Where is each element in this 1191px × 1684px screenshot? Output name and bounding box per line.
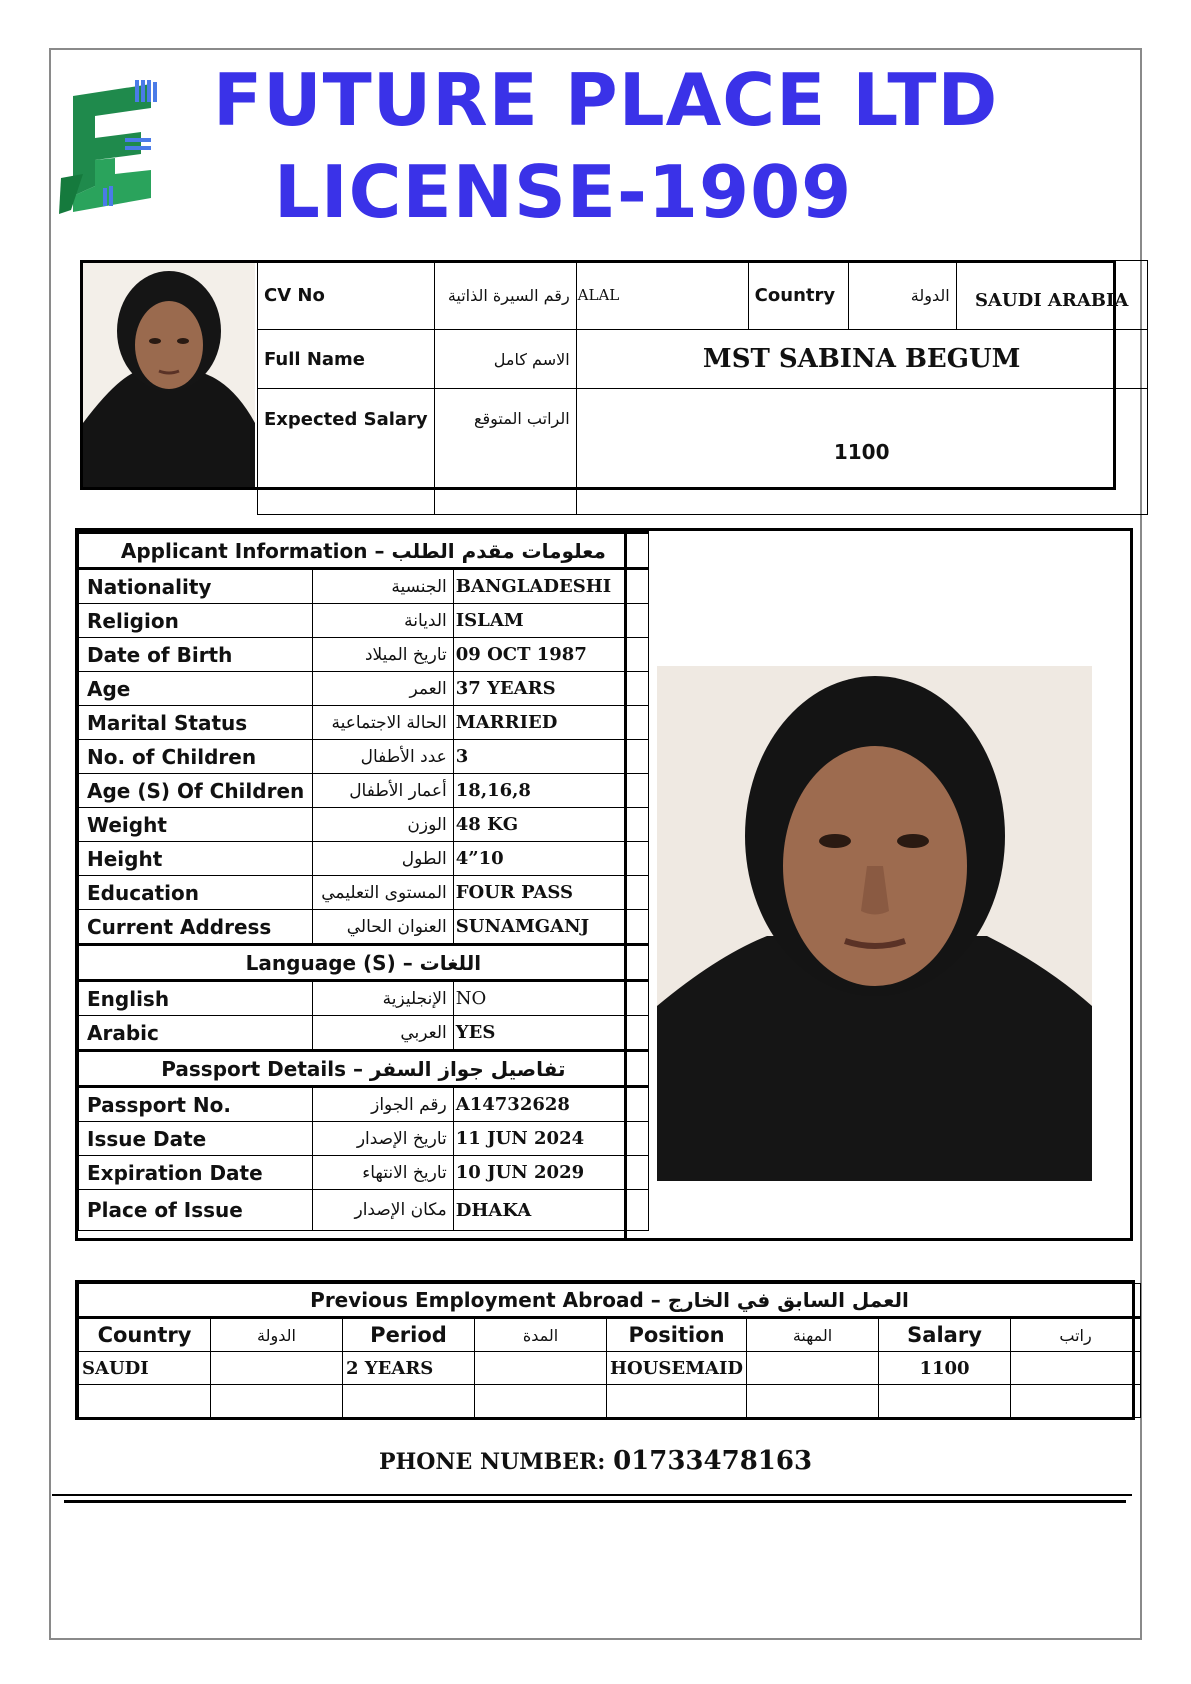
row-label: Arabic bbox=[79, 1016, 313, 1051]
row-label: Expiration Date bbox=[79, 1156, 313, 1190]
col-position-ar: المهنة bbox=[747, 1318, 879, 1352]
row-label: Nationality bbox=[79, 569, 313, 604]
row-label-ar: العمر bbox=[313, 672, 454, 706]
row-label-ar: العنوان الحالي bbox=[313, 910, 454, 945]
row-label: Age bbox=[79, 672, 313, 706]
table-row bbox=[79, 569, 649, 604]
table-row bbox=[79, 1156, 649, 1190]
table-row bbox=[79, 842, 649, 876]
emp-country: SAUDI bbox=[79, 1352, 211, 1385]
country-label-ar: الدولة bbox=[848, 261, 956, 330]
languages-title: Language (S) – اللغات bbox=[79, 945, 649, 981]
col-position: Position bbox=[607, 1318, 747, 1352]
table-row bbox=[79, 1352, 1141, 1385]
portrait-photo-large bbox=[657, 666, 1092, 1181]
header-table bbox=[257, 260, 1148, 515]
table-row bbox=[79, 981, 649, 1016]
emp-position: HOUSEMAID bbox=[607, 1352, 747, 1385]
row-label-ar: رقم الجواز bbox=[313, 1087, 454, 1122]
row-value: FOUR PASS bbox=[453, 876, 648, 910]
phone-label: PHONE NUMBER: bbox=[378, 1449, 606, 1475]
row-label: Age (S) Of Children bbox=[79, 774, 313, 808]
table-row bbox=[79, 774, 649, 808]
table-row bbox=[79, 1087, 649, 1122]
row-label-ar: عدد الأطفال bbox=[313, 740, 454, 774]
row-value: 48 KG bbox=[453, 808, 648, 842]
table-row bbox=[79, 1016, 649, 1051]
employment-table bbox=[78, 1283, 1141, 1418]
col-period-ar: المدة bbox=[475, 1318, 607, 1352]
col-country: Country bbox=[79, 1318, 211, 1352]
row-label-ar: الطول bbox=[313, 842, 454, 876]
cv-no-label: CV No bbox=[258, 261, 435, 330]
row-label-ar: تاريخ الانتهاء bbox=[313, 1156, 454, 1190]
portrait-photo-small bbox=[83, 263, 255, 487]
phone-number: 01733478163 bbox=[613, 1446, 813, 1476]
salary-label: Expected Salary bbox=[258, 389, 435, 515]
col-salary-ar: راتب bbox=[1011, 1318, 1141, 1352]
employment-title: Previous Employment Abroad – العمل السابق في الخارج bbox=[79, 1284, 1141, 1318]
table-row bbox=[79, 1190, 649, 1231]
company-logo-icon bbox=[55, 78, 165, 218]
row-value: 18,16,8 bbox=[453, 774, 648, 808]
row-value: MARRIED bbox=[453, 706, 648, 740]
salary-label-ar: الراتب المتوقع bbox=[434, 389, 576, 515]
full-name-value: MST SABINA BEGUM bbox=[576, 330, 1147, 389]
company-name: FUTURE PLACE LTD bbox=[213, 58, 999, 142]
row-label-ar: الوزن bbox=[313, 808, 454, 842]
row-label-ar: العربي bbox=[313, 1016, 454, 1051]
row-label: No. of Children bbox=[79, 740, 313, 774]
table-row bbox=[79, 910, 649, 945]
table-row bbox=[79, 740, 649, 774]
row-label: Passport No. bbox=[79, 1087, 313, 1122]
divider bbox=[52, 1494, 1132, 1496]
row-label-ar: الحالة الاجتماعية bbox=[313, 706, 454, 740]
row-label-ar: تاريخ الإصدار bbox=[313, 1122, 454, 1156]
cv-no-value: ALAL bbox=[576, 261, 748, 330]
row-label-ar: المستوى التعليمي bbox=[313, 876, 454, 910]
divider bbox=[64, 1500, 1126, 1503]
row-value: ISLAM bbox=[453, 604, 648, 638]
row-label: Height bbox=[79, 842, 313, 876]
row-label: Current Address bbox=[79, 910, 313, 945]
row-value: SUNAMGANJ bbox=[453, 910, 648, 945]
salary-value: 1100 bbox=[576, 389, 1147, 515]
phone-line bbox=[0, 1446, 1191, 1476]
row-label: Education bbox=[79, 876, 313, 910]
full-name-label-ar: الاسم كامل bbox=[434, 330, 576, 389]
row-value: BANGLADESHI bbox=[453, 569, 648, 604]
column-divider bbox=[624, 531, 627, 1238]
applicant-info-title: Applicant Information – معلومات مقدم الطلب bbox=[79, 533, 649, 569]
row-value: 09 OCT 1987 bbox=[453, 638, 648, 672]
row-value: A14732628 bbox=[453, 1087, 648, 1122]
row-label: Weight bbox=[79, 808, 313, 842]
row-value: YES bbox=[453, 1016, 648, 1051]
row-label-ar: مكان الإصدار bbox=[313, 1190, 454, 1231]
table-row bbox=[79, 638, 649, 672]
passport-title: Passport Details – تفاصيل جواز السفر bbox=[79, 1051, 649, 1087]
applicant-info-table bbox=[78, 531, 649, 1231]
row-label-ar: الجنسية bbox=[313, 569, 454, 604]
row-label: Marital Status bbox=[79, 706, 313, 740]
col-period: Period bbox=[343, 1318, 475, 1352]
emp-salary: 1100 bbox=[879, 1352, 1011, 1385]
cv-no-label-ar: رقم السيرة الذاتية bbox=[434, 261, 576, 330]
country-label: Country bbox=[748, 261, 848, 330]
table-row bbox=[79, 604, 649, 638]
col-salary: Salary bbox=[879, 1318, 1011, 1352]
country-value: SAUDI ARABIA bbox=[956, 261, 1147, 330]
row-value: 3 bbox=[453, 740, 648, 774]
row-value: 37 YEARS bbox=[453, 672, 648, 706]
row-label: Religion bbox=[79, 604, 313, 638]
table-row bbox=[79, 672, 649, 706]
row-label: Date of Birth bbox=[79, 638, 313, 672]
row-value: 10 JUN 2029 bbox=[453, 1156, 648, 1190]
row-label: Place of Issue bbox=[79, 1190, 313, 1231]
row-label-ar: أعمار الأطفال bbox=[313, 774, 454, 808]
row-label-ar: الديانة bbox=[313, 604, 454, 638]
col-country-ar: الدولة bbox=[211, 1318, 343, 1352]
row-label-ar: تاريخ الميلاد bbox=[313, 638, 454, 672]
row-value: NO bbox=[453, 981, 648, 1016]
row-label: English bbox=[79, 981, 313, 1016]
row-value: 4”10 bbox=[453, 842, 648, 876]
table-row bbox=[79, 1385, 1141, 1418]
emp-period: 2 YEARS bbox=[343, 1352, 475, 1385]
row-label: Issue Date bbox=[79, 1122, 313, 1156]
table-row bbox=[79, 876, 649, 910]
license-number: LICENSE-1909 bbox=[274, 150, 853, 234]
row-label-ar: الإنجليزية bbox=[313, 981, 454, 1016]
row-value: 11 JUN 2024 bbox=[453, 1122, 648, 1156]
table-row bbox=[79, 1122, 649, 1156]
row-value: DHAKA bbox=[453, 1190, 648, 1231]
full-name-label: Full Name bbox=[258, 330, 435, 389]
table-row bbox=[79, 706, 649, 740]
table-row bbox=[79, 808, 649, 842]
